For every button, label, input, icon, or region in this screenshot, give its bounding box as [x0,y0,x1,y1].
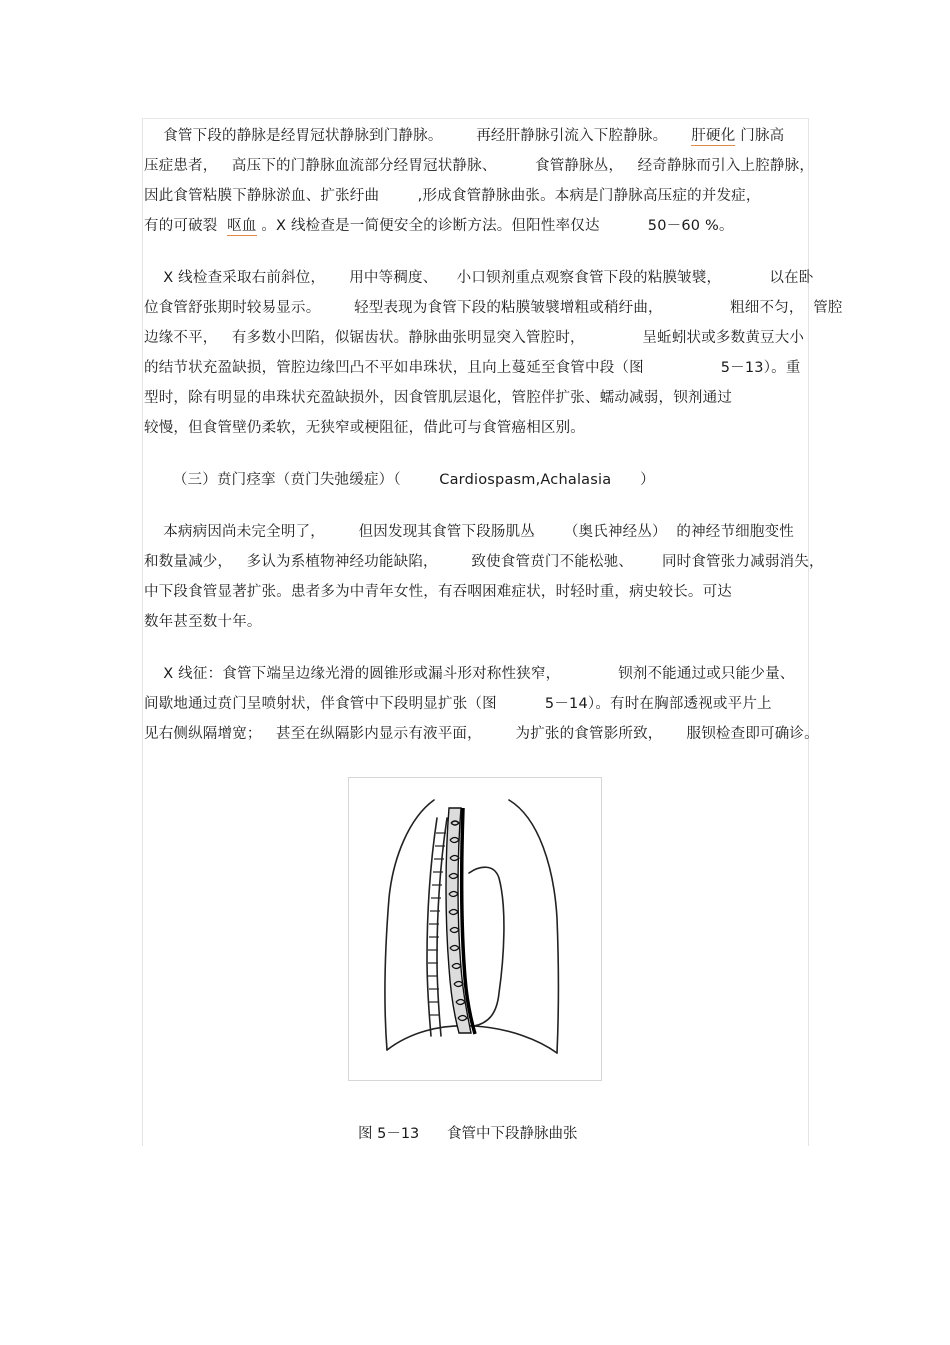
para2-line3: 边缘不平， 有多数小凹陷，似锯齿状。静脉曲张明显突入管腔时， 呈蚯蚓状或多数黄豆大小 [144,330,805,346]
right-lung-outline [509,800,559,1053]
para2-line2: 位食管舒张期时较易显示。 轻型表现为食管下段的粘膜皱襞增粗或稍纡曲， 粗细不匀， 管腔 [144,300,843,316]
para3-line2: 和数量减少， 多认为系植物神经功能缺陷， 致使食管贲门不能松驰、 同时食管张力减弱消失， [144,554,824,570]
section-heading: （三）贲门痉挛（贲门失弛缓症）（ Cardiospasm,Achalasia ） [144,472,655,488]
esophagus-varices [446,808,475,1034]
figure-esophageal-varices [348,777,602,1081]
para3-line3: 中下段食管显著扩张。患者多为中青年女性，有吞咽困难症状，时轻时重，病史较长。可达 [144,584,732,600]
para1-line4: 有的可破裂 呕血 。X 线检查是一简便安全的诊断方法。但阳性率仅达 50－60 %。 [144,218,734,234]
link-cirrhosis[interactable]: 肝硬化 [691,128,736,144]
para1-line1: 食管下段的静脉是经胃冠状静脉到门静脉。 再经肝静脉引流入下腔静脉。 肝硬化 门脉高 [144,128,785,144]
para2-line1: X 线检查采取右前斜位， 用中等稠度、 小口钡剂重点观察食管下段的粘膜皱襞， 以在卧 [144,270,814,286]
para1-line2: 压症患者， 高压下的门静脉血流部分经胃冠状静脉、 食管静脉丛， 经奇静脉而引入上腔静脉， [144,158,815,174]
para2-line6: 较慢，但食管壁仍柔软，无狭窄或梗阻征，借此可与食管癌相区别。 [144,420,585,436]
diaphragm-outline [387,1026,557,1053]
para3-line4: 数年甚至数十年。 [144,614,262,630]
para4-line2: 间歇地通过贲门呈喷射状，伴食管中下段明显扩张（图 5－14）。有时在胸部透视或平片上 [144,696,772,712]
figure-caption: 图 5－13 食管中下段静脉曲张 [358,1126,578,1142]
para1-line3: 因此食管粘膜下静脉淤血、扩张纡曲 ,形成食管静脉曲张。本病是门静脉高压症的并发症， [144,188,761,204]
heart-shadow [469,867,504,1026]
para3-line1: 本病病因尚未完全明了， 但因发现其食管下段肠肌丛 （奥氏神经丛） 的神经节细胞变性 [144,524,794,540]
para4-line1: X 线征：食管下端呈边缘光滑的圆锥形或漏斗形对称性狭窄， 钡剂不能通过或只能少量、 [144,666,795,682]
para2-line4: 的结节状充盈缺损，管腔边缘凹凸不平如串珠状，且向上蔓延至食管中段（图 5－13）。重 [144,360,801,376]
para4-line3: 见右侧纵隔增宽； 甚至在纵隔影内显示有液平面， 为扩张的食管影所致， 服钡检查即可确诊。 [144,726,819,742]
link-hematemesis[interactable]: 呕血 [227,218,257,234]
para2-line5: 型时，除有明显的串珠状充盈缺损外，因食管肌层退化，管腔伴扩张、蠕动减弱，钡剂通过 [144,390,732,406]
chest-xray-sketch [349,778,601,1080]
left-lung-outline [385,800,434,1050]
